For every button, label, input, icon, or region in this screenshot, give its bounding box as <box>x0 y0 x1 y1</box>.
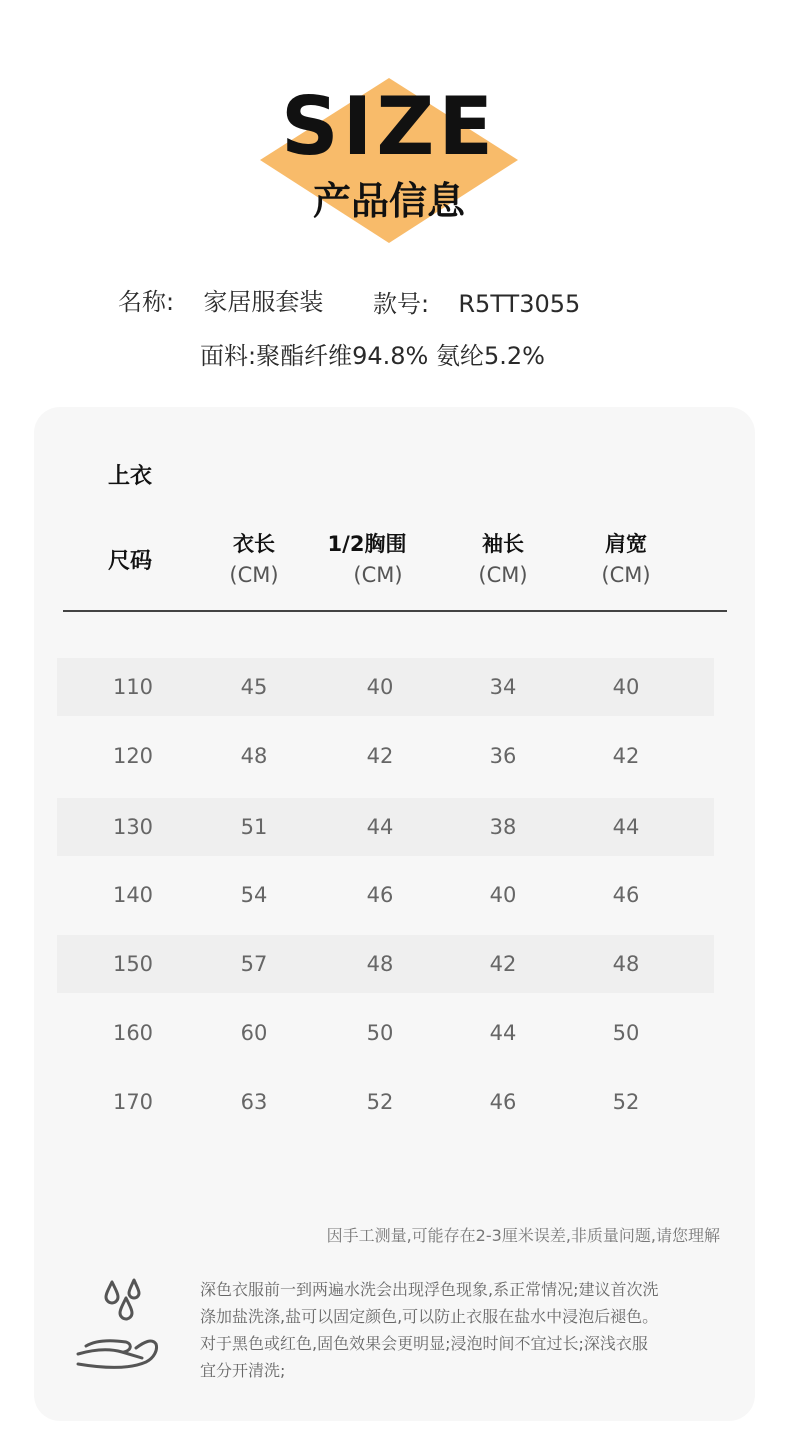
sleeve-cell: 34 <box>489 675 517 699</box>
section-title: 上衣 <box>108 464 153 489</box>
table-row <box>57 658 714 716</box>
size-cell: 170 <box>112 1090 154 1114</box>
name-label: 名称: <box>118 288 175 316</box>
chest-cell: 50 <box>366 1021 394 1045</box>
chest-cell: 46 <box>366 883 394 907</box>
shoulder-cell: 48 <box>612 952 640 976</box>
water-drops-hand-icon <box>72 1278 164 1373</box>
length-cell: 54 <box>240 883 268 907</box>
length-cell: 45 <box>240 675 268 699</box>
table-row <box>57 1073 714 1131</box>
length-cell: 57 <box>240 952 268 976</box>
header-divider <box>63 610 727 612</box>
length-cell: 48 <box>240 744 268 768</box>
size-cell: 110 <box>112 675 154 699</box>
table-row <box>57 866 714 924</box>
sleeve-cell: 36 <box>489 744 517 768</box>
size-column-header: 尺码 <box>108 549 153 574</box>
fabric-line: 面料:聚酯纤维94.8% 氨纶5.2% <box>200 342 545 370</box>
shoulder-cell: 50 <box>612 1021 640 1045</box>
sleeve-cell: 38 <box>489 815 517 839</box>
care-line: 对于黑色或红色,固色效果会更明显;浸泡时间不宜过长;深浅衣服 <box>200 1334 648 1353</box>
name-value: 家居服套装 <box>203 288 324 316</box>
product-name-line <box>118 282 323 317</box>
care-line: 宜分开清洗; <box>200 1361 286 1380</box>
size-cell: 150 <box>112 952 154 976</box>
product-info-subtitle: 产品信息 <box>312 179 465 223</box>
chest-cell: 40 <box>366 675 394 699</box>
care-line: 涤加盐洗涤,盐可以固定颜色,可以防止衣服在盐水中浸泡后褪色。 <box>200 1307 659 1326</box>
code-value: R5TT3055 <box>458 290 581 318</box>
chest-cell: 48 <box>366 952 394 976</box>
product-code-line <box>373 284 580 319</box>
shoulder-cell: 52 <box>612 1090 640 1114</box>
header-length: 衣长 (CM) <box>229 532 279 587</box>
size-title: SIZE <box>280 80 498 173</box>
shoulder-cell: 42 <box>612 744 640 768</box>
header-shoulder: 肩宽 (CM) <box>601 532 651 587</box>
header-chest: 1/2胸围 (CM) <box>327 532 407 587</box>
length-cell: 51 <box>240 815 268 839</box>
shoulder-cell: 46 <box>612 883 640 907</box>
table-row <box>57 1004 714 1062</box>
sleeve-cell: 40 <box>489 883 517 907</box>
length-cell: 63 <box>240 1090 268 1114</box>
sleeve-cell: 44 <box>489 1021 517 1045</box>
care-instructions <box>200 1276 720 1384</box>
shoulder-cell: 40 <box>612 675 640 699</box>
size-cell: 130 <box>112 815 154 839</box>
chest-cell: 44 <box>366 815 394 839</box>
table-row <box>57 727 714 785</box>
chest-cell: 52 <box>366 1090 394 1114</box>
shoulder-cell: 44 <box>612 815 640 839</box>
size-badge <box>260 78 518 243</box>
table-row <box>57 935 714 993</box>
measurement-note: 因手工测量,可能存在2-3厘米误差,非质量问题,请您理解 <box>326 1226 720 1245</box>
chest-cell: 42 <box>366 744 394 768</box>
size-cell: 160 <box>112 1021 154 1045</box>
header-sleeve: 袖长 (CM) <box>478 532 528 587</box>
size-cell: 120 <box>112 744 154 768</box>
size-cell: 140 <box>112 883 154 907</box>
code-label: 款号: <box>373 290 430 318</box>
care-line: 深色衣服前一到两遍水洗会出现浮色现象,系正常情况;建议首次洗 <box>200 1280 659 1299</box>
table-row <box>57 798 714 856</box>
sleeve-cell: 42 <box>489 952 517 976</box>
sleeve-cell: 46 <box>489 1090 517 1114</box>
length-cell: 60 <box>240 1021 268 1045</box>
